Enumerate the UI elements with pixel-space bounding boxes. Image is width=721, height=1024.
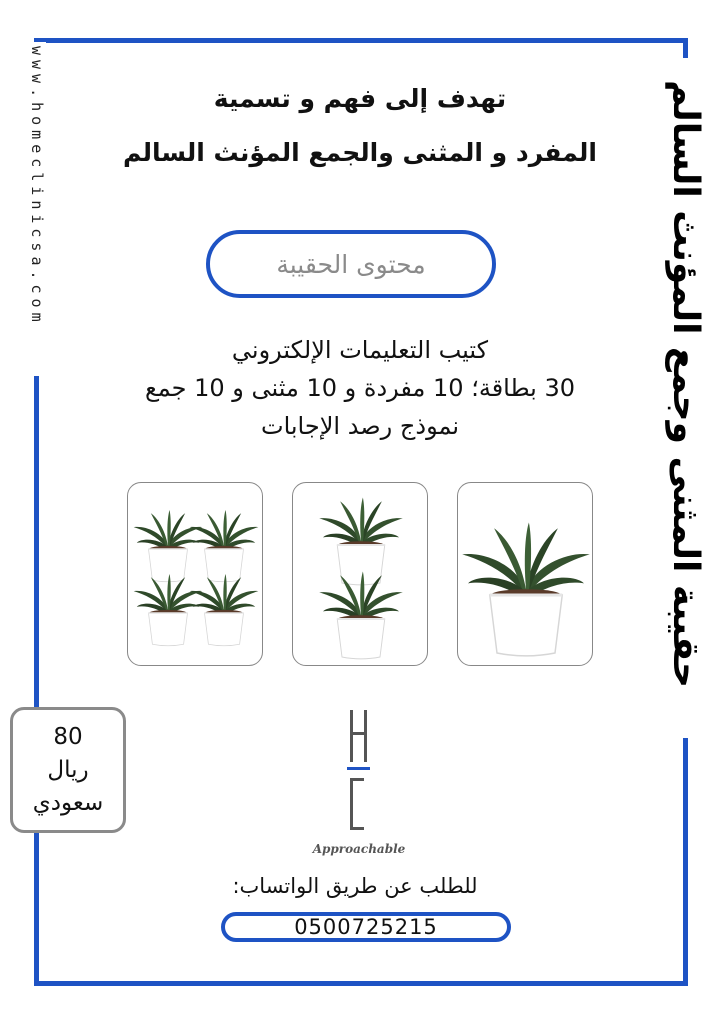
card-four-plants <box>127 482 263 666</box>
plant-illustration <box>458 483 594 667</box>
contents-label-pill <box>206 230 496 298</box>
price-amount: 80 <box>53 723 83 750</box>
order-instructions: للطلب عن طريق الواتساب: <box>232 874 478 898</box>
heading-line-2: المفرد و المثنى والجمع المؤنث السالم <box>123 138 597 167</box>
contents-item: نموذج رصد الإجابات <box>260 412 460 440</box>
plant-icon <box>134 510 203 582</box>
heading-line-1: تهدف إلى فهم و تسمية <box>213 84 507 113</box>
side-title: حقيبة المثنى وجمع المؤنث السالم <box>665 80 706 689</box>
phone-number-pill[interactable] <box>221 912 511 942</box>
website-url[interactable]: www.homeclinicsa.com <box>28 46 46 327</box>
plant-icon <box>462 523 590 656</box>
logo-text: Approachable <box>312 842 406 856</box>
plant-icon <box>190 510 259 582</box>
contents-item: كتيب التعليمات الإلكتروني <box>231 336 489 364</box>
contents-item: 30 بطاقة؛ 10 مفردة و 10 مثنى و 10 جمع <box>144 374 576 402</box>
plant-illustration <box>293 483 429 667</box>
plant-icon <box>190 574 259 646</box>
plant-icon <box>319 572 403 659</box>
plant-icon <box>134 574 203 646</box>
brand-logo-icon <box>320 710 400 836</box>
plant-icon <box>319 498 403 585</box>
price-currency-line1: ريال <box>47 756 89 783</box>
price-box <box>10 707 126 833</box>
price-currency-line2: سعودي <box>32 789 104 816</box>
card-two-plants <box>292 482 428 666</box>
phone-number[interactable]: 0500725215 <box>294 915 438 939</box>
plant-illustration <box>128 483 264 667</box>
contents-label: محتوى الحقيبة <box>276 249 426 279</box>
card-single-plant <box>457 482 593 666</box>
